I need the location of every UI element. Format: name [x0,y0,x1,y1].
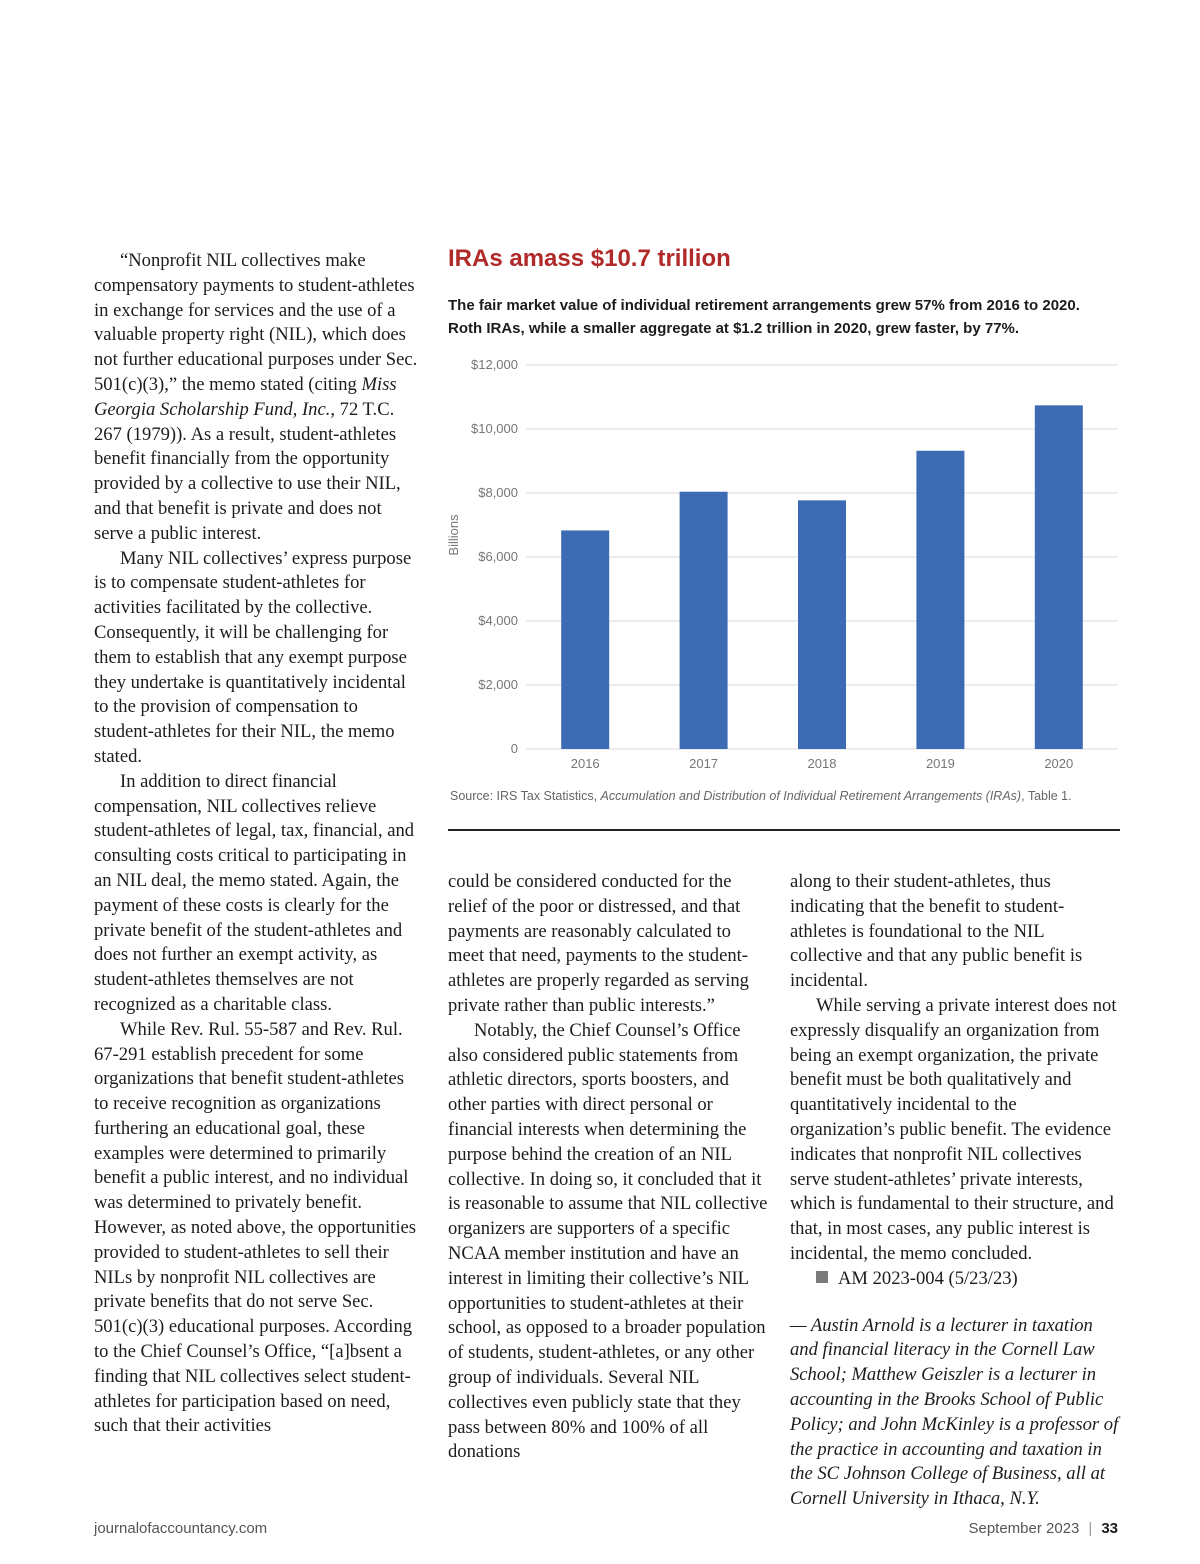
bar [561,530,609,749]
paragraph: could be considered conducted for the relief of the poor or distressed, and that payments are reasonably calculated to meet that need, payments to the student-athletes are properly regarded as serving private rather than public interests.” [448,871,749,1016]
case-citation: Miss Georgia Scholarship Fund, Inc. [94,373,397,420]
page-number: 33 [1101,1520,1118,1537]
x-tick-label: 2020 [1044,756,1074,771]
paragraph: Notably, the Chief Counsel’s Office also considered public statements from athletic directors, sports boosters, and other parties with direct personal or financial interests when determining the purpose behind the creation of an NIL collective. In doing so, it concluded that it is reasonable to assume that NIL collective organizers are supporters of a specific NCAA member institution and have an interest in limiting their collective’s NIL opportunities to student-athletes at their school, as opposed to a broader population of students, student-athletes, or any other group of individuals. Several NIL collectives even publicly state that they pass between 80% and 100% of all donations [448,1019,768,1463]
paragraph-text: “Nonprofit NIL collectives make compensatory payments to student-athletes in exchange for services and the use of a valuable property right (NIL), which does not further educational purposes under Sec. 501(c)(3),” the memo stated (citing [94,250,418,395]
y-tick-label: $6,000 [478,549,518,564]
x-tick-label: 2019 [925,756,955,771]
chart-subtitle-line: The fair market value of individual retirement arrangements grew 57% from 2016 to 2020. [448,297,1080,314]
divider-rule [448,829,1120,831]
chart-subtitle [448,294,1120,340]
bar [798,500,846,749]
y-tick-label: $12,000 [471,357,518,372]
square-bullet-icon [816,1271,828,1283]
chart-subtitle-line: Roth IRAs, while a smaller aggregate at $1.2 trillion in 2020, grew faster, by 77%. [448,320,1020,337]
paragraph: In addition to direct financial compensation, NIL collectives relieve student-athletes of legal, tax, financial, and consulting costs critical to participating in an NIL deal, the memo stated. Again, the payment of these costs is clearly for the private benefit of the student-athletes and does not further an exempt activity, as student-athletes themselves are not recognized as a charitable class. [94,770,415,1015]
x-tick-label: 2016 [570,756,600,771]
paragraph [94,249,420,547]
memo-reference [790,1267,1120,1292]
y-tick-label: $10,000 [471,421,518,436]
bar [1035,405,1083,749]
article-column-3 [790,870,1120,1512]
author-bio: — Austin Arnold is a lecturer in taxation and financial literacy in the Cornell Law School; Matthew Geiszler is a lecturer in accounting in the Brooks School of Public Policy; and John McKinley is a professor of the practice in accounting and taxation in the SC Johnson College of Business, all at Cornell University in Ithaca, N.Y. [790,1314,1119,1510]
chart-title: IRAs amass $10.7 trillion [448,245,731,272]
y-tick-label: 0 [510,741,518,756]
source-prefix: Source: IRS Tax Statistics, [450,789,601,803]
chart-sidebar [446,240,1120,803]
paragraph: along to their student-athletes, thus indicating that the benefit to student-athletes is foundational to the NIL collective and that any public benefit is incidental. [790,871,1083,992]
article-column-2 [448,870,770,1465]
article-column-1 [94,249,420,1439]
source-suffix: , Table 1. [1021,789,1072,803]
y-tick-label: $4,000 [478,613,518,628]
y-tick-label: $2,000 [478,677,518,692]
y-tick-label: $8,000 [478,485,518,500]
y-axis-label: Billions [446,514,461,556]
footer-site: journalofaccountancy.com [94,1520,268,1537]
chart-source [450,789,1130,803]
footer-issue-date: September 2023 [968,1520,1080,1537]
paragraph: Many NIL collectives’ express purpose is to compensate student-athletes for activities facilitated by the collective. Consequently, it will be challenging for them to establish that any exempt purpose they undertake is quantitatively incidental to the provision of compensation to student-athletes for their NIL, the memo stated. [94,547,412,767]
paragraph: While serving a private interest does not expressly disqualify an organization from being an exempt organization, the private benefit must be both qualitatively and quantitatively incidental to the organization’s public benefit. The evidence indicates that nonprofit NIL collectives serve student-athletes’ private interests, which is fundamental to their structure, and that, in most cases, any public interest is incidental, the memo concluded. [790,994,1117,1264]
x-tick-label: 2017 [689,756,719,771]
source-title: Accumulation and Distribution of Individual Retirement Arrangements (IRAs) [600,789,1022,803]
paragraph: While Rev. Rul. 55-587 and Rev. Rul. 67-291 establish precedent for some organizations that benefit student-athletes to receive recognition as organizations furthering an educational goal, these examples were determined to primarily benefit a public interest, and no individual was determined to privately benefit. However, as noted above, the opportunities provided to student-athletes to sell their NILs by nonprofit NIL collectives are private benefits that do not serve Sec. 501(c)(3) educational purposes. According to the Chief Counsel’s Office, “[a]bsent a finding that NIL collectives select student-athletes for participation based on need, such that their activities [94,1018,416,1437]
memo-reference-text: AM 2023-004 (5/23/23) [838,1267,1018,1289]
bar [916,451,964,749]
footer-separator: | [1088,1520,1093,1537]
bar-chart [446,350,1126,790]
paragraph-text: , 72 T.C. 267 (1979)). As a result, student-athletes benefit financially from the opportunity provided by a collective to use their NIL, and that benefit is private and does not serve a public interest. [94,398,401,544]
bar [680,492,728,749]
footer-issue [968,1520,1118,1537]
x-tick-label: 2018 [807,756,837,771]
